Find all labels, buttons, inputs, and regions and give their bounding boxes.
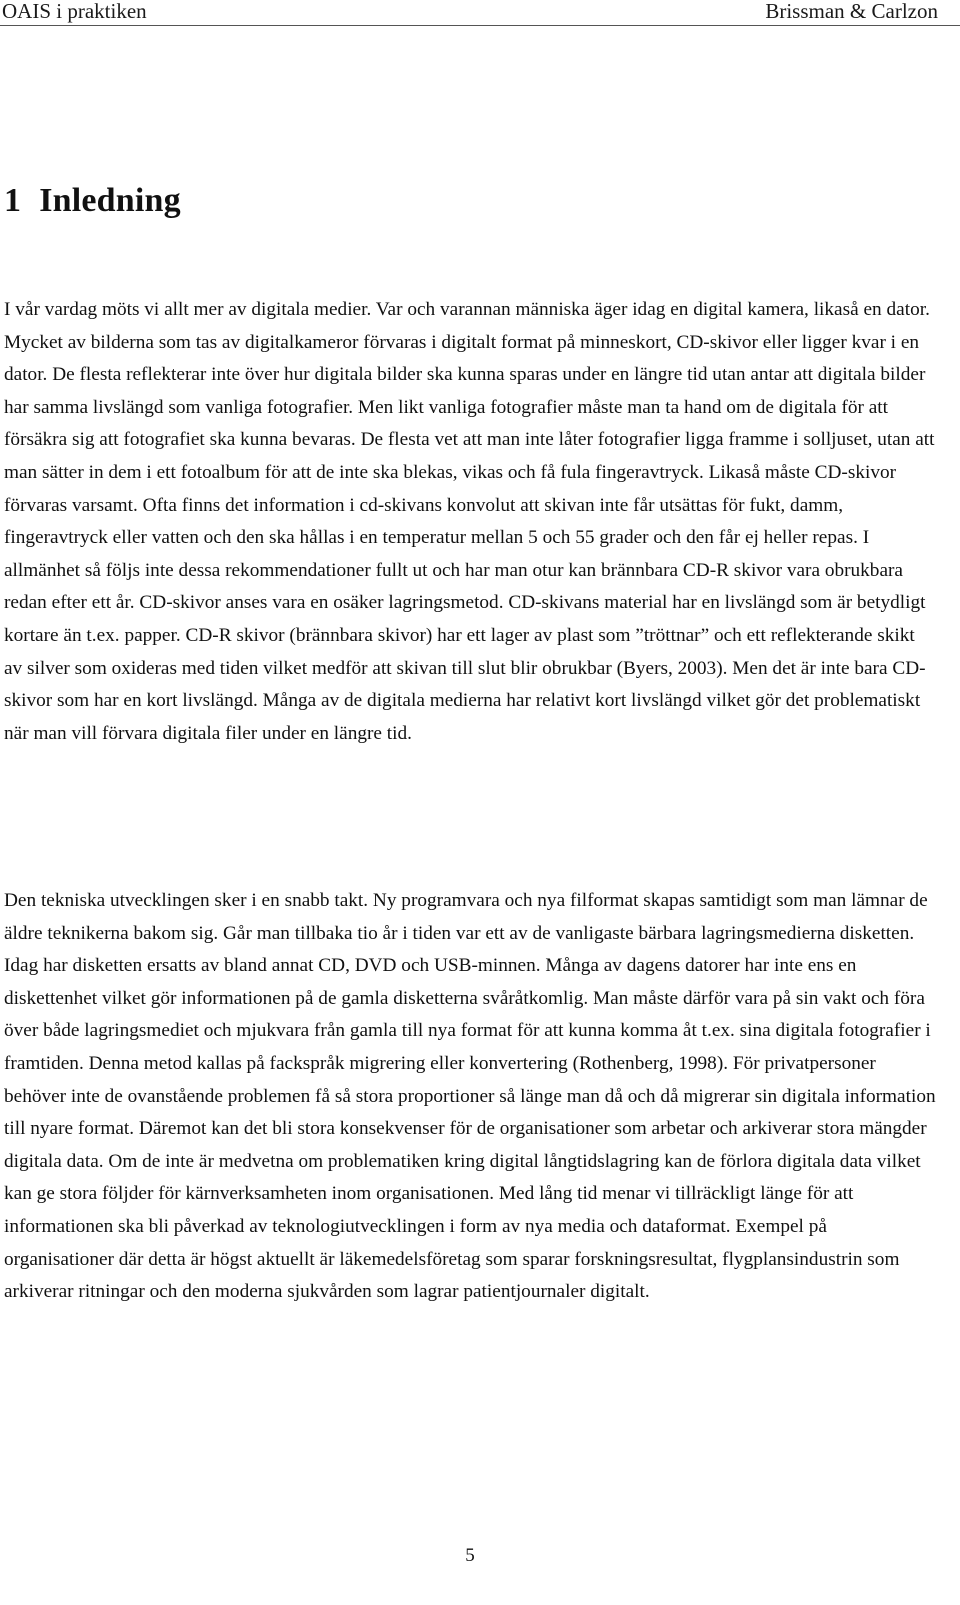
chapter-title: Inledning <box>39 182 181 219</box>
header-authors: Brissman & Carlzon <box>765 0 938 23</box>
body-paragraph-2: Den tekniska utvecklingen sker i en snabb takt. Ny programvara och nya filformat skapas samtidigt som man lämnar de äldre teknikerna bakom sig. Går man tillbaka tio år i tiden var ett av de vanligaste bärbara lagringsmedierna disketten. Idag har disketten ersatts av bland annat CD, DVD och USB-minnen. Många av dagens datorer har inte ens en diskettenhet vilket gör informationen på de gamla disketterna svåråtkomlig. Man måste därför vara på sin vakt och föra över både lagringsmediet och mjukvara från gamla till nya format för att kunna komma åt t.ex. sina digitala fotografier i framtiden. Denna metod kallas på fackspråk migrering eller konvertering (Rothenberg, 1998). För privatpersoner behöver inte de ovanstående problemen få så stora proportioner så länge man då och då migrerar sin digitala information till nyare format. Däremot kan det bli stora konsekvenser för de organisationer som arbetar och arkiverar stora mängder digitala data. Om de inte är medvetna om problematiken kring digital långtidslagring kan de förlora digitala data vilket kan ge stora följder för kärnverksamheten inom organisationen. Med lång tid menar vi tillräckligt länge för att informationen ska bli påverkad av teknologiutvecklingen i form av nya media och dataformat. Exempel på organisationer där detta är högst aktuellt är läkemedelsföretag som sparar forskningsresultat, flygplansindustrin som arkiverar ritningar och den moderna sjukvården som lagrar patientjournaler digitalt. <box>4 890 936 1303</box>
header-divider <box>0 25 960 26</box>
page-number: 5 <box>465 1545 475 1566</box>
header-document-title: OAIS i praktiken <box>2 0 147 23</box>
chapter-number: 1 <box>4 182 22 219</box>
body-paragraph-1: I vår vardag möts vi allt mer av digitala medier. Var och varannan människa äger idag en digital kamera, likaså en dator. Mycket av bilderna som tas av digitalkameror förvaras i digitalt format på minneskort, CD-skivor eller ligger kvar i en dator. De flesta reflekterar inte över hur digitala bilder ska kunna sparas under en längre tid utan antar att digitala bilder har samma livslängd som vanliga fotografier. Men likt vanliga fotografier måste man ta hand om de digitala för att försäkra sig att fotografiet ska kunna bevaras. De flesta vet att man inte låter fotografier ligga framme i solljuset, utan att man sätter in dem i ett fotoalbum för att de inte ska blekas, vikas och få fula fingeravtryck. Likaså måste CD-skivor förvaras varsamt. Ofta finns det information i cd-skivans konvolut att skivan inte får utsättas för fukt, damm, fingeravtryck eller vatten och den ska hållas i en temperatur mellan 5 och 55 grader och den får ej heller repas. I allmänhet så följs inte dessa rekommendationer fullt ut och har man otur kan brännbara CD-R skivor vara obrukbara redan efter ett år. CD-skivor anses vara en osäker lagringsmetod. CD-skivans material har en livslängd som är betydligt kortare än t.ex. papper. CD-R skivor (brännbara skivor) har ett lager av plast som ”tröttnar” och ett reflekterande skikt av silver som oxideras med tiden vilket medför att skivan till slut blir obrukbar (Byers, 2003). Men det är inte bara CD-skivor som har en kort livslängd. Många av de digitala medierna har relativt kort livslängd vilket gör det problematiskt när man vill förvara digitala filer under en längre tid. <box>4 299 935 744</box>
chapter-heading <box>4 181 181 221</box>
running-header <box>0 0 960 26</box>
